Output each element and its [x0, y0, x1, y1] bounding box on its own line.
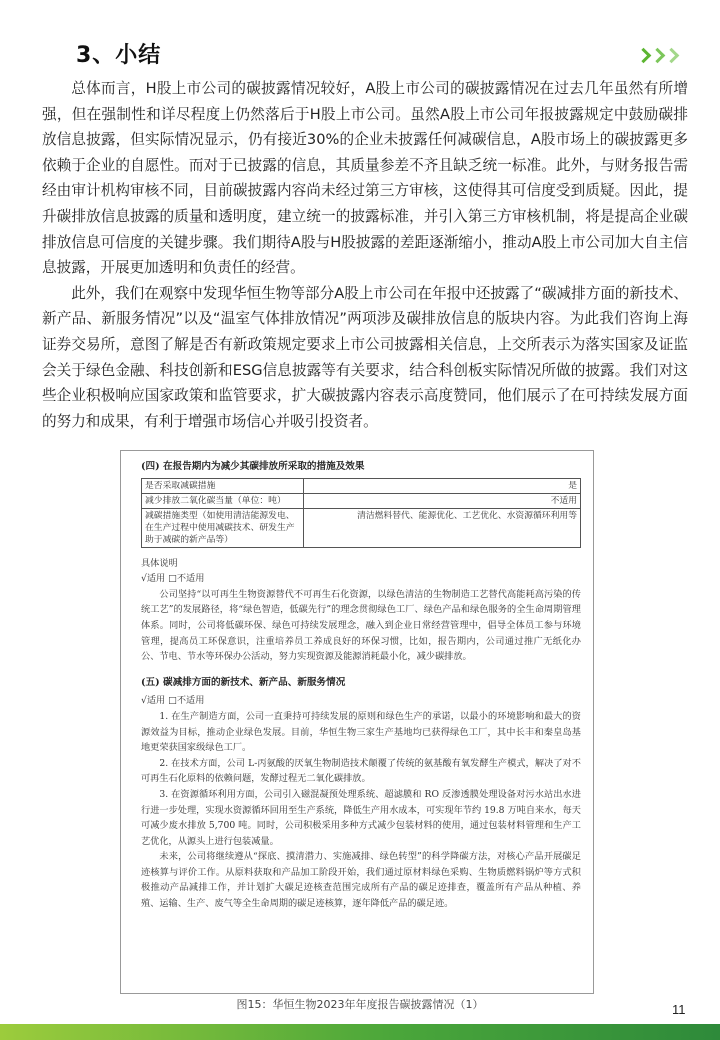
footer-bar [0, 1024, 720, 1040]
table-row [142, 478, 581, 493]
figure-caption: 图15：华恒生物2023年年度报告碳披露情况（1） [236, 998, 484, 1011]
table-cell: 减碳措施类型（如使用清洁能源发电、在生产过程中使用减碳技术、研发生产助于减碳的新产品等） [142, 508, 304, 547]
measures-table [141, 478, 581, 548]
chevrons-icon [638, 46, 680, 65]
table-row [142, 508, 581, 547]
paragraph: 总体而言，H股上市公司的碳披露情况较好，A股上市公司的碳披露情况在过去几年虽然有所增强，但在强制性和详尽程度上仍然落后于H股上市公司。虽然A股上市公司年报披露规定中鼓励碳排放信息披露，但实际情况显示，仍有接近30%的企业未披露任何减碳信息，A股市场上的碳披露更多依赖于企业的自愿性。而对于已披露的信息，其质量参差不齐且缺乏统一标准。此外，与财务报告需经由审计机构审核不同，目前碳披露内容尚未经过第三方审核，这使得其可信度受到质疑。因此，提升碳排放信息披露的质量和透明度，建立统一的披露标准，并引入第三方审核机制，将是提高企业碳排放信息可信度的关键步骤。我们期待A股与H股披露的差距逐渐缩小，推动A股上市公司加大自主信息披露，开展更加透明和负责任的经营。 [42, 80, 688, 277]
paragraph: 此外，我们在观察中发现华恒生物等部分A股上市公司在年报中还披露了“碳减排方面的新技术、新产品、新服务情况”以及“温室气体排放情况”两项涉及碳排放信息的版块内容。为此我们咨询上海证券交易所，意图了解是否有新政策规定要求上市公司披露相关信息，上交所表示为落实国家及证监会关于绿色金融、科技创新和ESG信息披露等有关要求，结合科创板实际情况所做的披露。我们对这些企业积极响应国家政策和监管要求，扩大碳披露内容表示高度赞同，他们展示了在可持续发展方面的努力和成果，有利于增强市场信心并吸引投资者。 [42, 284, 688, 430]
list-item: 2. 在技术方面，公司 L-丙氨酸的厌氧生物制造技术颠覆了传统的氨基酸有氧发酵生产模式，解决了对不可再生石化原料的依赖问题，发酵过程无二氧化碳排放。 [141, 757, 581, 785]
table-cell: 是否采取减碳措施 [142, 478, 304, 493]
detail-label: 具体说明 [141, 557, 178, 569]
section5-check: √适用 □不适用 [141, 695, 205, 707]
table-cell: 清洁燃料替代、能源优化、工艺优化、水资源循环利用等 [304, 508, 581, 547]
body-text [42, 76, 688, 434]
figure-section4-heading: (四) 在报告期内为减少其碳排放所采取的措施及效果 [141, 461, 365, 472]
section-title: 3、小结 [76, 43, 162, 68]
list-item: 未来，公司将继续遵从“探底、摸清潜力、实施减排、绿色转型”的科学降碳方法，对核心产品开展碳足迹核算与评价工作。从原料获取和产品加工阶段开始，我们通过原材料绿色采购、生物质燃料锅炉等方式积极推动产品减排工作，并计划扩大碳足迹核查范围完成所有产品的碳足迹排查，覆盖所有产品从种植、养殖、运输、生产、废气等全生命周期的碳足迹核算，逐年降低产品的碳足迹。 [141, 851, 581, 910]
table-row [142, 493, 581, 508]
table-cell: 不适用 [304, 493, 581, 508]
report-figure [120, 450, 594, 994]
table-cell: 减少排放二氧化碳当量（单位：吨） [142, 493, 304, 508]
detail-check: √适用 □不适用 [141, 573, 205, 585]
figure-section5-heading: (五) 碳减排方面的新技术、新产品、新服务情况 [141, 676, 346, 688]
list-item: 1. 在生产制造方面，公司一直秉持可持续发展的原则和绿色生产的承诺，以最小的环境影响和最大的资源效益为目标，推动企业绿色发展。目前，华恒生物三家生产基地均已获得绿色工厂，其中长丰和秦皇岛基地更荣获国家级绿色工厂。 [141, 710, 581, 754]
table-cell: 是 [304, 478, 581, 493]
page-number: 11 [672, 1002, 686, 1017]
detail-text: 公司坚持“以可再生生物资源替代不可再生石化资源，以绿色清洁的生物制造工艺替代高能耗高污染的传统工艺”的发展路径，将“绿色智造，低碳先行”的理念贯彻绿色工厂、绿色产品和绿色服务的全生命周期管理体系。同时，公司将低碳环保、绿色可持续发展理念，融入到企业日常经营管理中，倡导全体员工参与环境管理，提高员工环保意识，注重培养员工养成良好的环保习惯，比如，报告期内，公司通过推广无纸化办公、节电、节水等环保办公活动，努力实现资源及能源消耗最小化，减少碳排放。 [141, 588, 581, 663]
list-item: 3. 在资源循环利用方面，公司引入磁混凝预处理系统、超滤膜和 RO 反渗透膜处理设备对污水站出水进行进一步处理，实现水资源循环回用至生产系统，降低生产用水成本，可实现年节约 19.8 万吨自来水，每天可减少废水排放 5,700 吨。同时，公司积极采用多种方式减少包装材料的使用，通过包装材料管理和生产工艺优化，从源头上进行包装减量。 [141, 788, 581, 847]
